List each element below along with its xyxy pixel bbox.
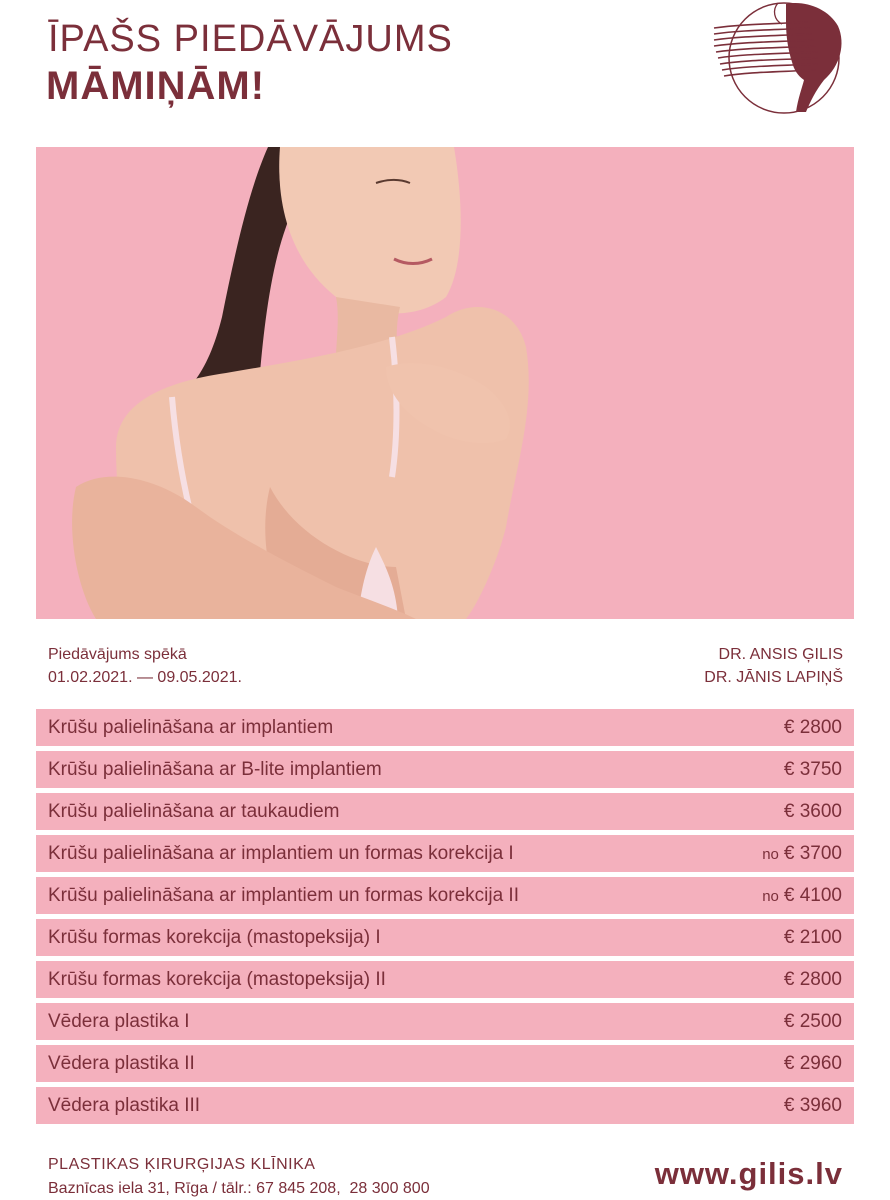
clinic-name: PLASTIKAS ĶIRURĢIJAS KLĪNIKA — [48, 1156, 316, 1173]
clinic-logo-icon — [712, 0, 847, 122]
price-value: € 2960 — [783, 1052, 842, 1074]
procedure-name: Vēdera plastika III — [48, 1094, 201, 1116]
hero-image — [36, 147, 854, 619]
procedure-name: Krūšu palielināšana ar B-lite implantiem — [48, 758, 382, 780]
price-value: € 3960 — [783, 1094, 842, 1116]
price-value: € 4100 — [783, 884, 842, 906]
price-prefix: no — [762, 887, 779, 905]
price-row — [36, 1045, 854, 1082]
procedure-name: Krūšu formas korekcija (mastopeksija) I — [48, 926, 381, 948]
doctors — [704, 643, 843, 689]
procedure-name: Krūšu formas korekcija (mastopeksija) II — [48, 968, 386, 990]
price-row — [36, 793, 854, 830]
procedure-name: Krūšu palielināšana ar implantiem — [48, 716, 334, 738]
price-value: € 2800 — [783, 968, 842, 990]
price-row — [36, 961, 854, 998]
doctor-name-2: DR. JĀNIS LAPIŅŠ — [704, 669, 843, 686]
procedure-name: Krūšu palielināšana ar implantiem un formas korekcija II — [48, 884, 519, 906]
price-row — [36, 1087, 854, 1124]
price-value: € 2500 — [783, 1010, 842, 1032]
price-row — [36, 919, 854, 956]
price-value: € 3700 — [783, 842, 842, 864]
validity-dates: 01.02.2021. — 09.05.2021. — [48, 669, 242, 686]
price-value: € 3750 — [783, 758, 842, 780]
price-row — [36, 751, 854, 788]
price-value: € 2100 — [783, 926, 842, 948]
title-line-2: MĀMIŅĀM! — [46, 64, 266, 108]
validity-label: Piedāvājums spēkā — [48, 646, 187, 663]
clinic-address: Baznīcas iela 31, Rīga / tālr.: 67 845 208, 28 300 800 — [48, 1180, 430, 1197]
price-row — [36, 1003, 854, 1040]
price-row — [36, 877, 854, 914]
procedure-name: Krūšu palielināšana ar taukaudiem — [48, 800, 340, 822]
procedure-name: Krūšu palielināšana ar implantiem un formas korekcija I — [48, 842, 514, 864]
price-row — [36, 835, 854, 872]
procedure-name: Vēdera plastika II — [48, 1052, 195, 1074]
price-prefix: no — [762, 845, 779, 863]
price-list — [36, 709, 854, 1129]
price-value: € 2800 — [783, 716, 842, 738]
price-value: € 3600 — [783, 800, 842, 822]
procedure-name: Vēdera plastika I — [48, 1010, 190, 1032]
website-link[interactable]: www.gilis.lv — [654, 1156, 843, 1191]
price-row — [36, 709, 854, 746]
doctor-name-1: DR. ANSIS ĢILIS — [718, 646, 843, 663]
offer-validity — [48, 643, 242, 689]
title-line-1: ĪPAŠS PIEDĀVĀJUMS — [48, 18, 453, 60]
